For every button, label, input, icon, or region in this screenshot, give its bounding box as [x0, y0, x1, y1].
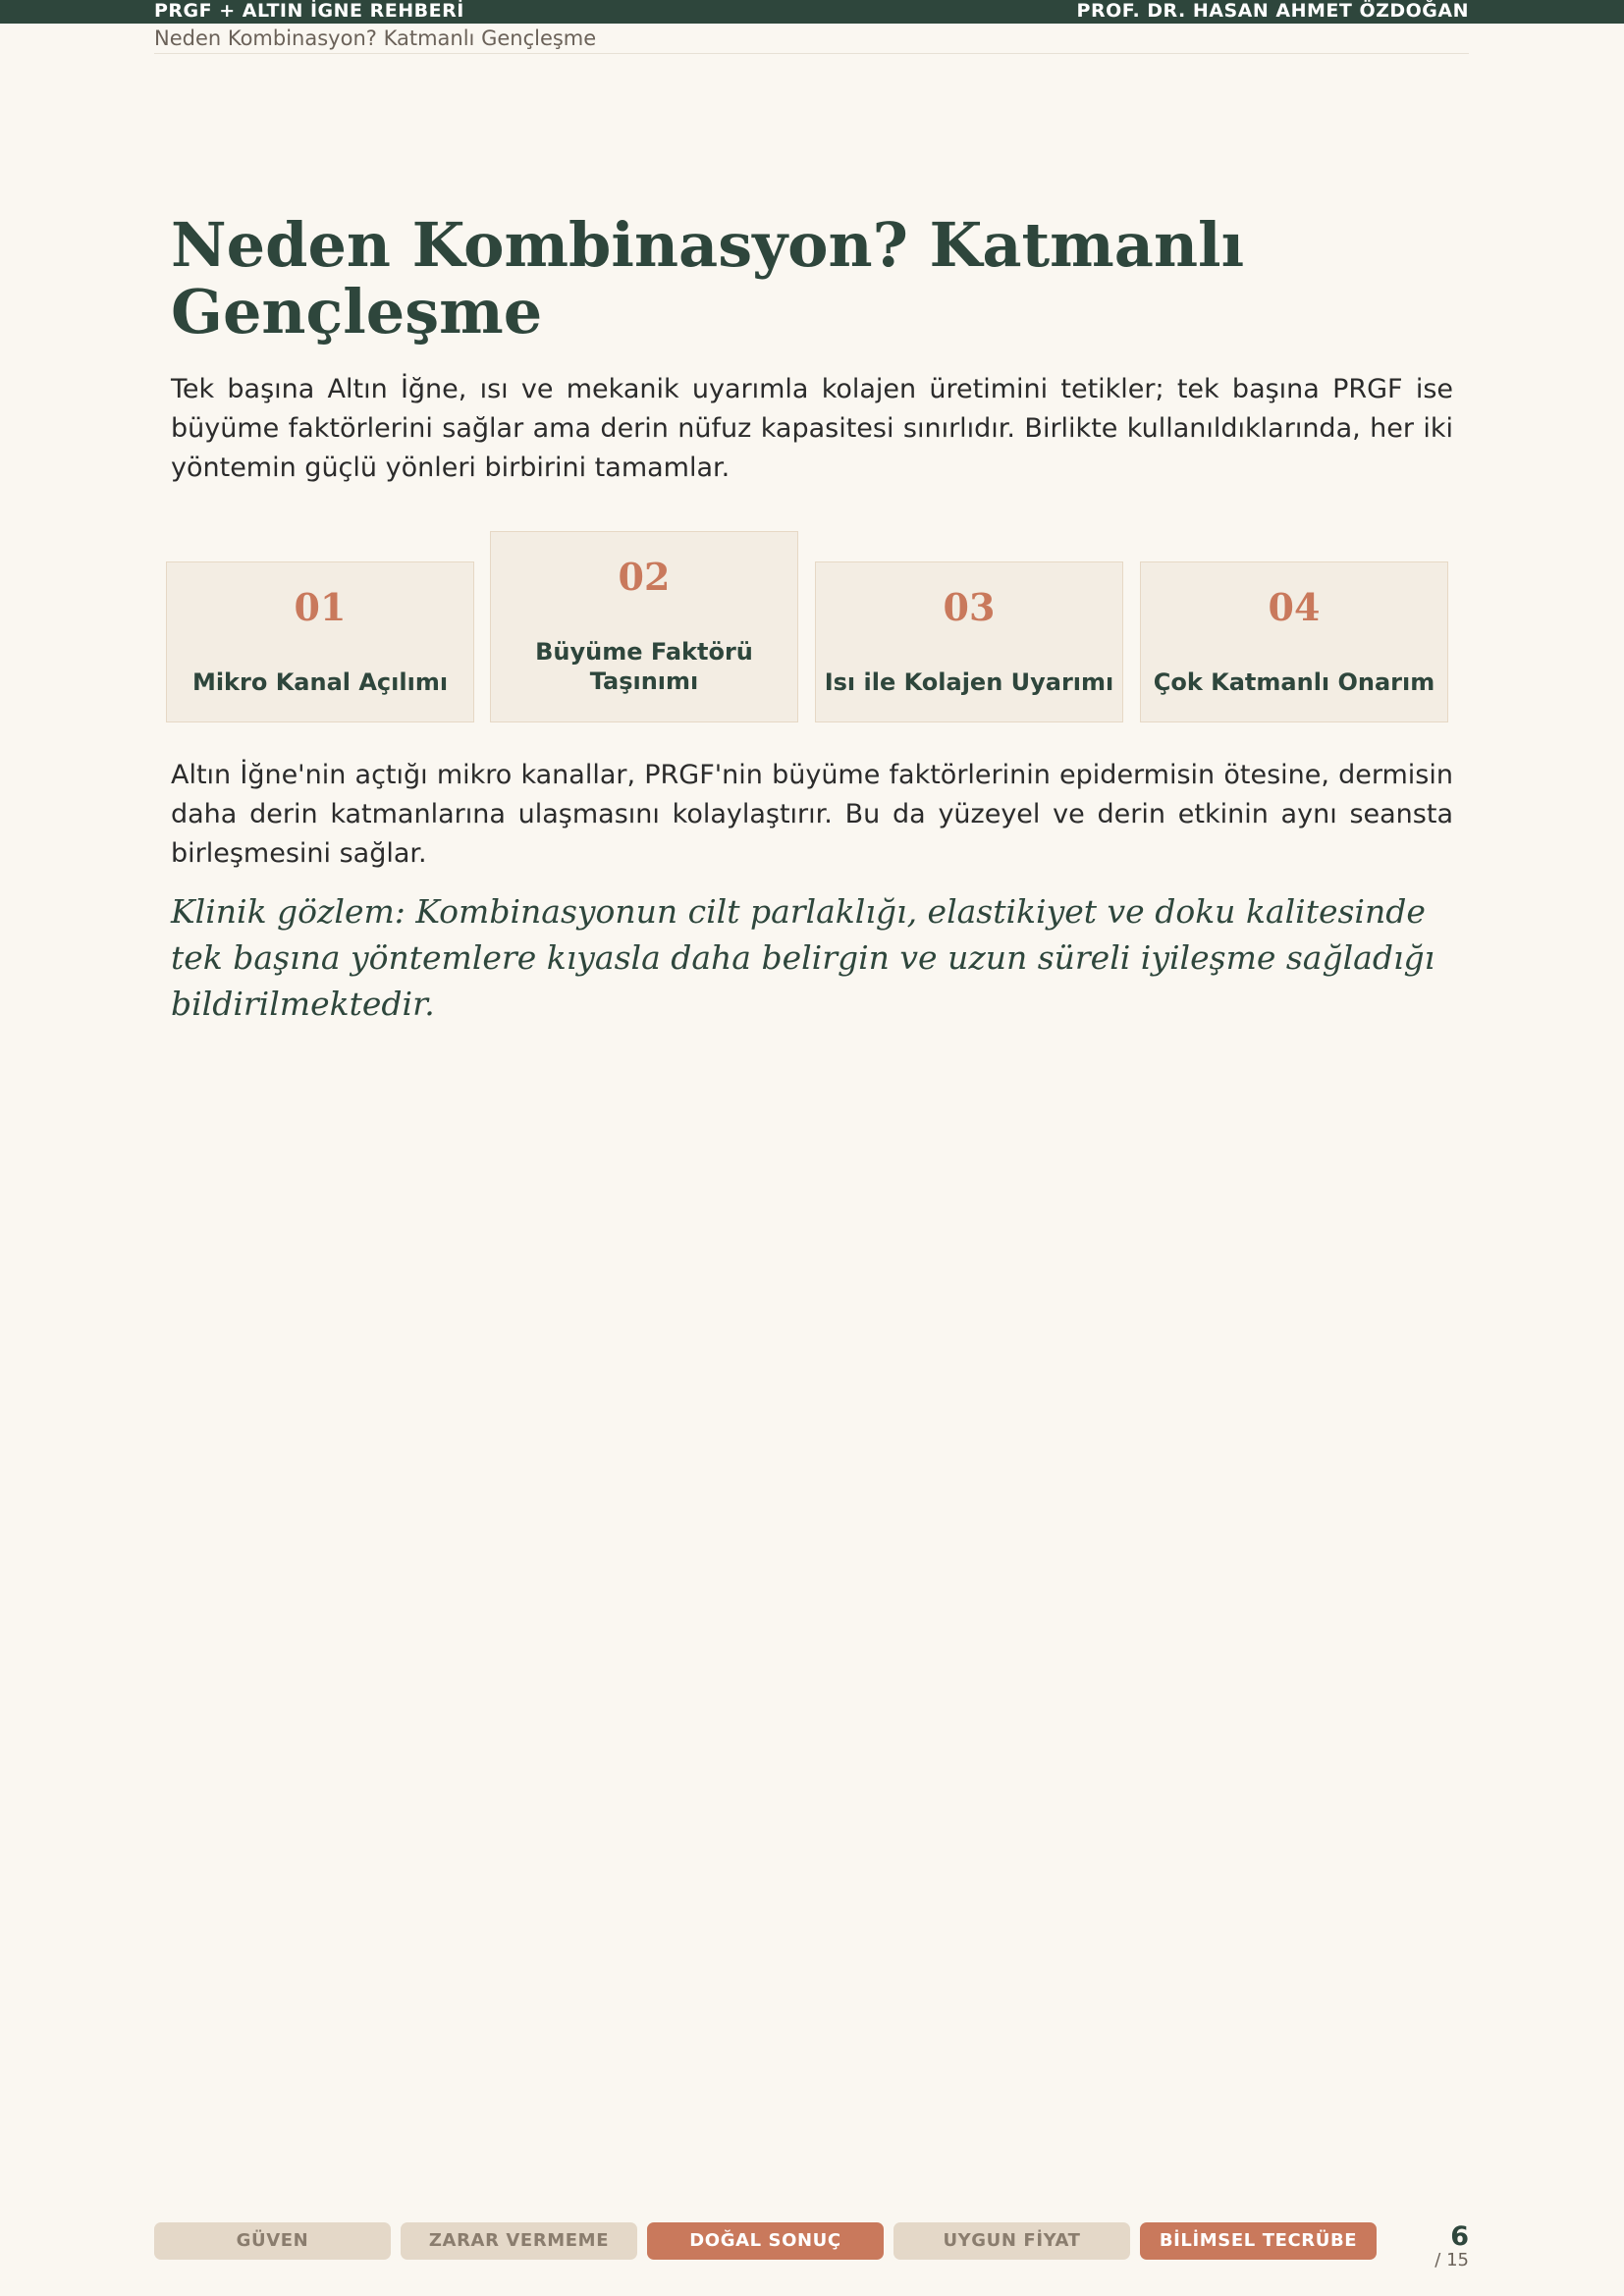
brand-title: PRGF + ALTIN İGNE REHBERİ — [154, 0, 464, 22]
pill-dogal-sonuc: DOĞAL SONUÇ — [647, 2222, 884, 2260]
step-card-2 — [490, 531, 798, 722]
pill-zarar-vermeme: ZARAR VERMEME — [401, 2222, 637, 2260]
step-card-4 — [1140, 561, 1448, 722]
step-number: 03 — [943, 585, 996, 629]
pill-uygun-fiyat: UYGUN FİYAT — [893, 2222, 1130, 2260]
step-card-1 — [166, 561, 474, 722]
step-label: Isı ile Kolajen Uyarımı — [824, 668, 1114, 696]
total-pages: / 15 — [1435, 2250, 1469, 2270]
author-name: PROF. DR. HASAN AHMET ÖZDOĞAN — [1076, 0, 1469, 22]
step-label: Çok Katmanlı Onarım — [1153, 668, 1435, 696]
section-subheader: Neden Kombinasyon? Katmanlı Gençleşme — [154, 26, 1469, 54]
body-paragraph: Altın İğne'nin açtığı mikro kanallar, PRGF'nin büyüme faktörlerinin epidermisin ötesine, dermisin daha derin katmanlarına ulaşmasını kolaylaştırır. Bu da yüzeyel ve derin etkinin aynı seansta birleşmesini sağlar. — [171, 760, 1453, 869]
step-label: Mikro Kanal Açılımı — [191, 668, 449, 696]
top-bar — [0, 0, 1624, 24]
page-number — [1435, 2223, 1469, 2270]
step-number: 01 — [294, 585, 347, 629]
step-number: 02 — [618, 555, 671, 599]
page-title: Neden Kombinasyon? Katmanlı Gençleşme — [171, 209, 1245, 347]
intro-paragraph: Tek başına Altın İğne, ısı ve mekanik uyarımla kolajen üretimini tetikler; tek başına PRGF ise büyüme faktörlerini sağlar ama derin nüfuz kapasitesi sınırlıdır. Birlikte kullanıldıklarında, her iki yöntemin güçlü yönleri birbirini tamamlar. — [171, 374, 1453, 483]
pill-guven: GÜVEN — [154, 2222, 391, 2260]
step-label: Büyüme Faktörü Taşınımı — [535, 638, 753, 695]
step-card-3 — [815, 561, 1123, 722]
step-number: 04 — [1268, 585, 1321, 629]
pill-bilimsel-tecrube: BİLİMSEL TECRÜBE — [1140, 2222, 1377, 2260]
clinical-observation-quote: Klinik gözlem: Kombinasyonun cilt parlaklığı, elastikiyet ve doku kalitesinde tek başına yöntemlere kıyasla daha belirgin ve uzun süreli iyileşme sağladığı bildirilmektedir. — [171, 892, 1435, 1023]
current-page: 6 — [1450, 2221, 1469, 2252]
